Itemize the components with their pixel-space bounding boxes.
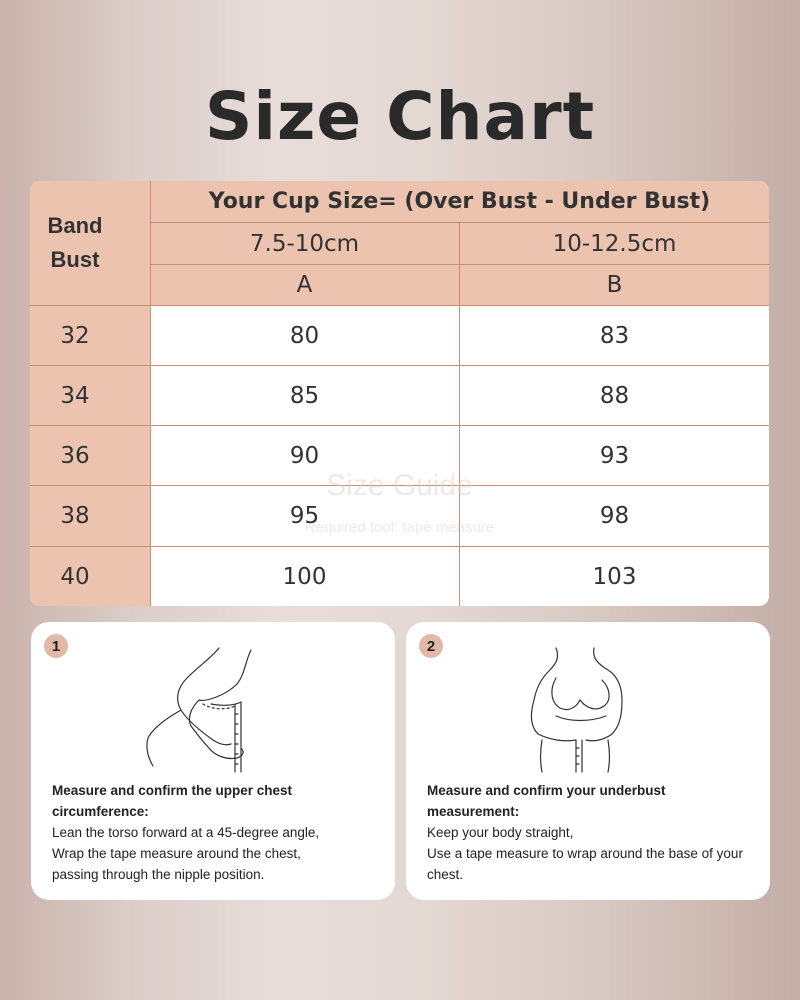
step-number-badge: 1 xyxy=(44,634,68,658)
watermark-subtitle: Required tool: tape measure xyxy=(304,519,495,536)
bust-b-value: 93 xyxy=(599,442,630,469)
bust-label: Bust xyxy=(50,247,100,272)
bust-b-value: 88 xyxy=(599,382,630,409)
instruction-card-upper-chest xyxy=(31,622,395,900)
bust-a-value: 90 xyxy=(289,442,320,469)
cup-size-formula: Your Cup Size= (Over Bust - Under Bust) xyxy=(208,189,711,214)
band-value: 38 xyxy=(60,503,90,529)
cup-b: B xyxy=(606,272,623,298)
instruction-text xyxy=(427,780,754,885)
bust-b-value: 103 xyxy=(592,563,637,590)
instruction-line: Use a tape measure to wrap around the base of your chest. xyxy=(427,846,743,882)
instruction-heading: Measure and confirm the upper chest circumference: xyxy=(52,783,293,819)
instruction-heading: Measure and confirm your underbust measurement: xyxy=(427,783,666,819)
cup-a: A xyxy=(296,272,313,298)
band-label: Band xyxy=(47,213,103,238)
instruction-card-underbust xyxy=(406,622,770,900)
instruction-line: Lean the torso forward at a 45-degree angle, xyxy=(52,825,320,840)
bust-a-value: 85 xyxy=(289,382,320,409)
step-number-badge: 2 xyxy=(419,634,443,658)
underbust-measure-illustration xyxy=(516,644,646,774)
band-value: 36 xyxy=(60,442,90,469)
page-title: Size Chart xyxy=(204,78,596,155)
size-table xyxy=(30,181,769,606)
band-value: 40 xyxy=(60,563,90,590)
range-a: 7.5-10cm xyxy=(249,230,360,257)
bust-b-value: 83 xyxy=(599,322,630,349)
range-b: 10-12.5cm xyxy=(552,230,677,257)
band-bust-header xyxy=(30,181,120,305)
bust-a-value: 100 xyxy=(282,563,327,590)
upper-chest-measure-illustration xyxy=(141,644,291,774)
instruction-text xyxy=(52,780,379,885)
bust-a-value: 80 xyxy=(289,322,320,349)
bust-b-value: 98 xyxy=(599,503,630,529)
bust-a-value: 95 xyxy=(289,503,320,529)
instruction-line: passing through the nipple position. xyxy=(52,867,265,882)
band-value: 32 xyxy=(60,322,90,349)
band-value: 34 xyxy=(60,382,90,409)
instruction-line: Wrap the tape measure around the chest, xyxy=(52,846,301,861)
instruction-line: Keep your body straight, xyxy=(427,825,574,840)
watermark-title: Size Guide xyxy=(326,469,473,502)
